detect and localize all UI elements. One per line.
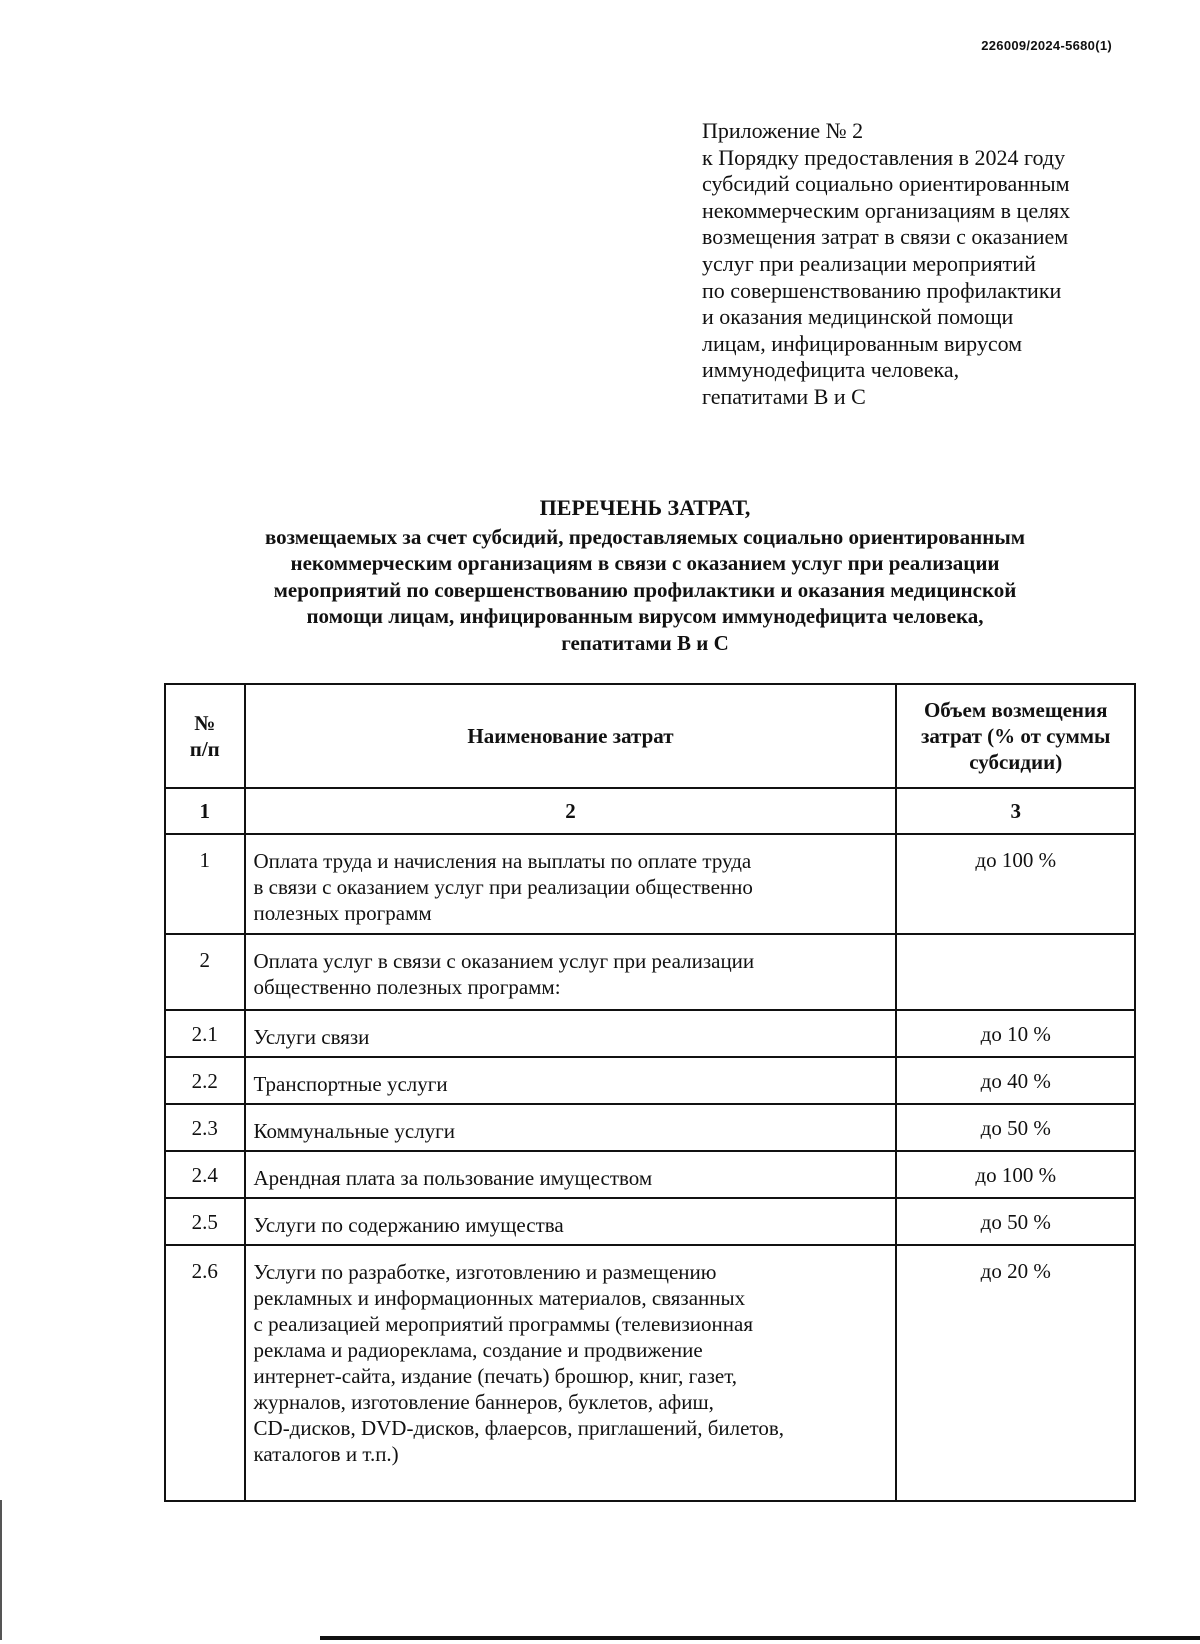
row-name-line: журналов, изготовление баннеров, буклетов, афиш, <box>253 1390 714 1414</box>
title-subline: некоммерческим организациям в связи с оказанием услуг при реализации <box>290 551 1000 575</box>
row-name-line: CD-дисков, DVD-дисков, флаерсов, приглашений, билетов, <box>253 1416 785 1440</box>
row-volume: до 50 % <box>896 1198 1135 1245</box>
appendix-line: возмещения затрат в связи с оказанием <box>702 224 1069 250</box>
page-title: ПЕРЕЧЕНЬ ЗАТРАТ, <box>539 495 751 520</box>
appendix-line: лицам, инфицированным вирусом <box>702 330 1023 356</box>
row-name-line: общественно полезных программ: <box>253 975 561 999</box>
table-row <box>165 934 1135 1010</box>
row-number: 2.2 <box>165 1057 245 1104</box>
column-index: 3 <box>896 788 1135 834</box>
row-number: 2 <box>165 934 245 1010</box>
row-volume: до 20 % <box>896 1245 1135 1501</box>
column-index-row <box>165 788 1135 834</box>
row-name-line: Оплата услуг в связи с оказанием услуг при реализации <box>253 949 755 973</box>
table-row <box>165 1104 1135 1151</box>
row-name-line: Услуги по разработке, изготовлению и размещению <box>253 1260 717 1284</box>
row-name-line: с реализацией мероприятий программы (телевизионная <box>253 1312 753 1336</box>
row-name <box>245 934 897 1010</box>
table-row <box>165 834 1135 934</box>
header-volume-line: субсидии) <box>969 750 1063 774</box>
row-name-line: каталогов и т.п.) <box>253 1442 399 1466</box>
table-row <box>165 1057 1135 1104</box>
row-volume: до 50 % <box>896 1104 1135 1151</box>
row-volume <box>896 934 1135 1010</box>
row-name-line: Услуги связи <box>253 1025 370 1049</box>
header-volume <box>896 684 1135 788</box>
title-subline: помощи лицам, инфицированным вирусом иммунодефицита человека, <box>306 604 984 628</box>
row-name-line: Транспортные услуги <box>253 1072 448 1096</box>
row-name-line: Услуги по содержанию имущества <box>253 1213 564 1237</box>
row-number: 2.6 <box>165 1245 245 1501</box>
row-name <box>245 1198 897 1245</box>
appendix-line: Приложение № 2 <box>702 118 864 143</box>
header-volume-line: Объем возмещения <box>923 698 1108 722</box>
table-row <box>165 1198 1135 1245</box>
appendix-line: к Порядку предоставления в 2024 году <box>702 144 1066 170</box>
header-num-line: № <box>194 711 216 735</box>
row-name-line: Арендная плата за пользование имуществом <box>253 1166 653 1190</box>
document-title <box>160 495 1130 656</box>
row-volume: до 10 % <box>896 1010 1135 1057</box>
row-number: 2.5 <box>165 1198 245 1245</box>
title-subline: гепатитами В и С <box>561 630 729 655</box>
table-row <box>165 1245 1135 1501</box>
appendix-line: и оказания медицинской помощи <box>702 304 1014 330</box>
costs-table <box>164 683 1136 1502</box>
scan-edge-mark <box>0 1500 2 1640</box>
title-subline: мероприятий по совершенствованию профилактики и оказания медицинской <box>273 577 1017 602</box>
appendix-line: субсидий социально ориентированным <box>702 171 1070 197</box>
row-name <box>245 834 897 934</box>
row-name-line: реклама и радиореклама, создание и продвижение <box>253 1338 703 1362</box>
row-name <box>245 1057 897 1104</box>
row-name-line: рекламных и информационных материалов, связанных <box>253 1286 746 1310</box>
header-num-line: п/п <box>189 737 220 761</box>
row-name-line: интернет-сайта, издание (печать) брошюр, книг, газет, <box>253 1364 738 1388</box>
row-name <box>245 1010 897 1057</box>
appendix-line: некоммерческим организациям в целях <box>702 197 1071 223</box>
appendix-line: по совершенствованию профилактики <box>702 277 1062 303</box>
row-number: 1 <box>165 834 245 934</box>
column-index: 2 <box>245 788 897 834</box>
row-number: 2.4 <box>165 1151 245 1198</box>
row-volume: до 100 % <box>896 834 1135 934</box>
table-row <box>165 1151 1135 1198</box>
bottom-rule <box>320 1636 1200 1640</box>
appendix-line: услуг при реализации мероприятий <box>702 250 1036 276</box>
row-name <box>245 1104 897 1151</box>
row-number: 2.1 <box>165 1010 245 1057</box>
header-volume-line: затрат (% от суммы <box>920 724 1111 748</box>
appendix-line: иммунодефицита человека, <box>702 357 960 383</box>
row-name-line: полезных программ <box>253 901 432 925</box>
row-name-line: Оплата труда и начисления на выплаты по оплате труда <box>253 849 752 873</box>
row-volume: до 100 % <box>896 1151 1135 1198</box>
header-name: Наименование затрат <box>245 684 897 788</box>
column-index: 1 <box>165 788 245 834</box>
title-subline: возмещаемых за счет субсидий, предоставляемых социально ориентированным <box>264 524 1026 549</box>
row-name <box>245 1245 897 1501</box>
header-num <box>165 684 245 788</box>
table-header-row <box>165 684 1135 788</box>
row-volume: до 40 % <box>896 1057 1135 1104</box>
row-name-line: в связи с оказанием услуг при реализации общественно <box>253 875 753 899</box>
appendix-line: гепатитами В и С <box>702 383 866 409</box>
row-number: 2.3 <box>165 1104 245 1151</box>
appendix-block <box>702 118 1122 411</box>
document-number: 226009/2024-5680(1) <box>981 38 1112 53</box>
table-row <box>165 1010 1135 1057</box>
row-name-line: Коммунальные услуги <box>253 1119 456 1143</box>
row-name <box>245 1151 897 1198</box>
